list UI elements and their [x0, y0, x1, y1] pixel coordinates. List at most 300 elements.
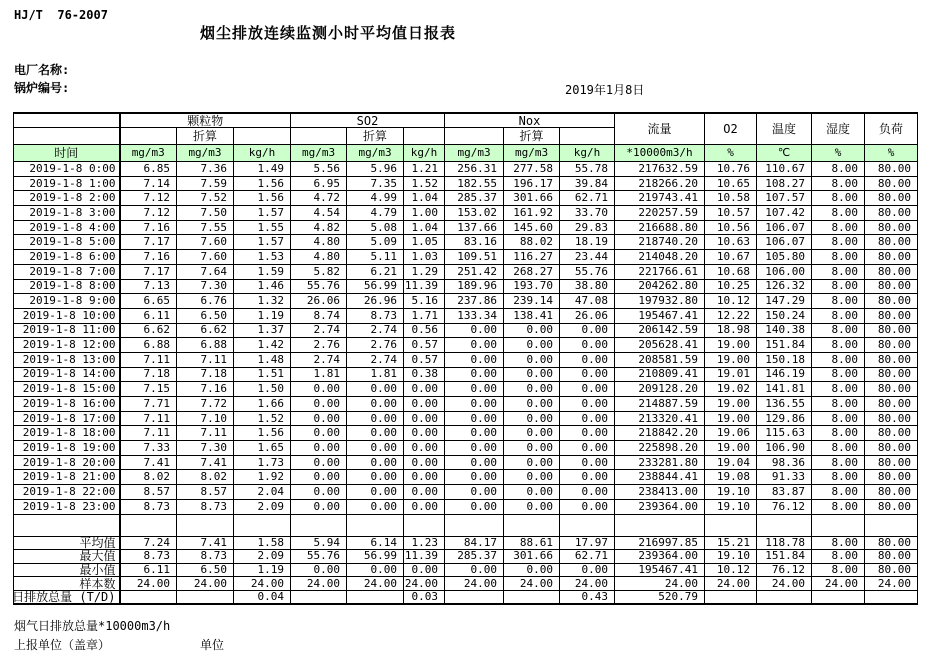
- value-cell: 1.49: [234, 162, 291, 177]
- value-cell: 91.33: [757, 470, 812, 485]
- value-cell: 8.73: [120, 499, 177, 514]
- value-cell: 0.00: [404, 499, 445, 514]
- blank-cell: [120, 128, 177, 145]
- summary-body: [14, 536, 918, 604]
- value-cell: 6.50: [177, 308, 234, 323]
- value-cell: 1.59: [234, 264, 291, 279]
- summary-value-cell: 6.11: [120, 563, 177, 577]
- value-cell: 80.00: [865, 250, 918, 265]
- value-cell: 8.00: [812, 191, 865, 206]
- hour-row: [14, 485, 918, 500]
- summary-value-cell: 6.14: [347, 536, 404, 550]
- value-cell: 106.07: [757, 220, 812, 235]
- value-cell: 129.86: [757, 411, 812, 426]
- value-cell: 6.11: [120, 308, 177, 323]
- value-cell: 7.71: [120, 397, 177, 412]
- value-cell: 1.52: [404, 176, 445, 191]
- value-cell: 8.00: [812, 250, 865, 265]
- unit-label: 单位: [200, 638, 225, 652]
- hour-row: [14, 220, 918, 235]
- summary-value-cell: 15.21: [705, 536, 757, 550]
- value-cell: 8.00: [812, 323, 865, 338]
- value-cell: 1.52: [234, 411, 291, 426]
- summary-value-cell: 195467.41: [615, 563, 705, 577]
- value-cell: 0.00: [560, 352, 615, 367]
- blank-cell: [812, 514, 865, 536]
- value-cell: 1.56: [234, 191, 291, 206]
- nox-group-header: Nox: [445, 113, 615, 128]
- value-cell: 0.00: [504, 338, 560, 353]
- value-cell: 1.04: [404, 220, 445, 235]
- hour-row: [14, 176, 918, 191]
- value-cell: 0.00: [445, 338, 504, 353]
- value-cell: 197932.80: [615, 294, 705, 309]
- value-cell: 0.00: [347, 426, 404, 441]
- value-cell: 1.55: [234, 220, 291, 235]
- report-date: 2019年1月8日: [565, 83, 645, 97]
- value-cell: 1.46: [234, 279, 291, 294]
- value-cell: 0.57: [404, 338, 445, 353]
- value-cell: 0.00: [291, 411, 347, 426]
- summary-value-cell: 24.00: [234, 577, 291, 591]
- value-cell: 39.84: [560, 176, 615, 191]
- hour-row: [14, 264, 918, 279]
- value-cell: 8.00: [812, 294, 865, 309]
- value-cell: 0.00: [445, 352, 504, 367]
- value-cell: 8.00: [812, 176, 865, 191]
- summary-label: 日排放总量 (T/D): [14, 590, 120, 604]
- value-cell: 220257.59: [615, 206, 705, 221]
- value-cell: 1.48: [234, 352, 291, 367]
- value-cell: 0.00: [291, 382, 347, 397]
- value-cell: 7.35: [347, 176, 404, 191]
- value-cell: 19.08: [705, 470, 757, 485]
- time-cell: 2019-1-8 16:00: [14, 397, 120, 412]
- summary-value-cell: 80.00: [865, 563, 918, 577]
- value-cell: 8.73: [347, 308, 404, 323]
- hour-row: [14, 308, 918, 323]
- value-cell: 80.00: [865, 367, 918, 382]
- value-cell: 238844.41: [615, 470, 705, 485]
- value-cell: 7.10: [177, 411, 234, 426]
- summary-value-cell: 24.00: [120, 577, 177, 591]
- blank-cell: [404, 514, 445, 536]
- value-cell: 19.10: [705, 485, 757, 500]
- value-cell: 55.76: [560, 264, 615, 279]
- time-cell: 2019-1-8 12:00: [14, 338, 120, 353]
- value-cell: 204262.80: [615, 279, 705, 294]
- blank-cell: [705, 514, 757, 536]
- blank-cell: [560, 514, 615, 536]
- summary-value-cell: 88.61: [504, 536, 560, 550]
- value-cell: 8.00: [812, 455, 865, 470]
- report-unit-label: 上报单位（盖章）: [14, 638, 111, 652]
- value-cell: 26.96: [347, 294, 404, 309]
- value-cell: 12.22: [705, 308, 757, 323]
- value-cell: 238413.00: [615, 485, 705, 500]
- value-cell: 0.00: [291, 441, 347, 456]
- value-cell: 7.11: [120, 426, 177, 441]
- value-cell: 0.00: [560, 382, 615, 397]
- flue-gas-total-note: 烟气日排放总量*10000m3/h: [14, 619, 171, 633]
- time-cell: 2019-1-8 1:00: [14, 176, 120, 191]
- value-cell: 55.76: [291, 279, 347, 294]
- blank-cell: [865, 514, 918, 536]
- time-cell: 2019-1-8 8:00: [14, 279, 120, 294]
- blank-cell: [177, 514, 234, 536]
- value-cell: 10.68: [705, 264, 757, 279]
- value-cell: 106.90: [757, 441, 812, 456]
- value-cell: 7.59: [177, 176, 234, 191]
- value-cell: 7.30: [177, 279, 234, 294]
- value-cell: 151.84: [757, 338, 812, 353]
- value-cell: 0.00: [504, 499, 560, 514]
- value-cell: 8.00: [812, 352, 865, 367]
- value-cell: 2.09: [234, 499, 291, 514]
- value-cell: 6.21: [347, 264, 404, 279]
- value-cell: 8.00: [812, 382, 865, 397]
- value-cell: 4.80: [291, 235, 347, 250]
- value-cell: 0.00: [504, 426, 560, 441]
- value-cell: 8.00: [812, 235, 865, 250]
- time-cell: 2019-1-8 6:00: [14, 250, 120, 265]
- value-cell: 1.32: [234, 294, 291, 309]
- value-cell: 7.11: [177, 352, 234, 367]
- value-cell: 80.00: [865, 485, 918, 500]
- value-cell: 10.57: [705, 206, 757, 221]
- value-cell: 1.19: [234, 308, 291, 323]
- value-cell: 8.00: [812, 264, 865, 279]
- summary-row: [14, 577, 918, 591]
- summary-label: 样本数: [14, 577, 120, 591]
- value-cell: 116.27: [504, 250, 560, 265]
- summary-row: [14, 550, 918, 564]
- value-cell: 0.38: [404, 367, 445, 382]
- time-cell: 2019-1-8 22:00: [14, 485, 120, 500]
- value-cell: 19.00: [705, 352, 757, 367]
- value-cell: 8.00: [812, 220, 865, 235]
- time-cell: 2019-1-8 18:00: [14, 426, 120, 441]
- time-cell: 2019-1-8 5:00: [14, 235, 120, 250]
- value-cell: 108.27: [757, 176, 812, 191]
- value-cell: 0.00: [291, 426, 347, 441]
- value-cell: 62.71: [560, 191, 615, 206]
- value-cell: 33.70: [560, 206, 615, 221]
- summary-value-cell: [120, 590, 177, 604]
- summary-value-cell: [812, 590, 865, 604]
- value-cell: 106.00: [757, 264, 812, 279]
- value-cell: 80.00: [865, 338, 918, 353]
- summary-value-cell: 24.00: [445, 577, 504, 591]
- value-cell: 8.00: [812, 485, 865, 500]
- value-cell: 1.92: [234, 470, 291, 485]
- summary-value-cell: 24.00: [177, 577, 234, 591]
- summary-row: [14, 590, 918, 604]
- value-cell: 0.00: [347, 397, 404, 412]
- value-cell: 7.60: [177, 235, 234, 250]
- blank-cell: [234, 514, 291, 536]
- value-cell: 301.66: [504, 191, 560, 206]
- corner-blank-cell: [14, 128, 120, 145]
- value-cell: 7.17: [120, 235, 177, 250]
- hour-row: [14, 338, 918, 353]
- value-cell: 83.87: [757, 485, 812, 500]
- value-cell: 8.00: [812, 338, 865, 353]
- value-cell: 209128.20: [615, 382, 705, 397]
- value-cell: 210809.41: [615, 367, 705, 382]
- blank-cell: [445, 128, 504, 145]
- value-cell: 8.00: [812, 426, 865, 441]
- summary-value-cell: 0.00: [504, 563, 560, 577]
- summary-value-cell: 11.39: [404, 550, 445, 564]
- hour-row: [14, 206, 918, 221]
- value-cell: 7.41: [120, 455, 177, 470]
- value-cell: 5.08: [347, 220, 404, 235]
- value-cell: 7.30: [177, 441, 234, 456]
- unit-cell: mg/m3: [120, 145, 177, 162]
- value-cell: 0.00: [560, 470, 615, 485]
- value-cell: 8.74: [291, 308, 347, 323]
- hour-row: [14, 382, 918, 397]
- value-cell: 1.37: [234, 323, 291, 338]
- value-cell: 0.00: [504, 367, 560, 382]
- value-cell: 4.82: [291, 220, 347, 235]
- value-cell: 1.05: [404, 235, 445, 250]
- summary-value-cell: [705, 590, 757, 604]
- summary-value-cell: 24.00: [560, 577, 615, 591]
- value-cell: 0.00: [404, 411, 445, 426]
- time-header: 时间: [14, 145, 120, 162]
- humidity-header: 湿度: [812, 113, 865, 145]
- value-cell: 0.00: [347, 485, 404, 500]
- summary-value-cell: 0.00: [404, 563, 445, 577]
- value-cell: 214887.59: [615, 397, 705, 412]
- value-cell: 0.00: [291, 455, 347, 470]
- value-cell: 80.00: [865, 352, 918, 367]
- value-cell: 189.96: [445, 279, 504, 294]
- value-cell: 1.53: [234, 250, 291, 265]
- summary-value-cell: 0.00: [445, 563, 504, 577]
- value-cell: 18.19: [560, 235, 615, 250]
- value-cell: 138.41: [504, 308, 560, 323]
- value-cell: 0.00: [445, 485, 504, 500]
- value-cell: 0.00: [404, 426, 445, 441]
- value-cell: 0.56: [404, 323, 445, 338]
- value-cell: 7.15: [120, 382, 177, 397]
- value-cell: 6.76: [177, 294, 234, 309]
- value-cell: 7.12: [120, 191, 177, 206]
- summary-value-cell: 520.79: [615, 590, 705, 604]
- value-cell: 146.19: [757, 367, 812, 382]
- value-cell: 6.62: [177, 323, 234, 338]
- hour-row: [14, 323, 918, 338]
- summary-value-cell: 76.12: [757, 563, 812, 577]
- value-cell: 0.00: [560, 411, 615, 426]
- value-cell: 80.00: [865, 264, 918, 279]
- value-cell: 80.00: [865, 426, 918, 441]
- value-cell: 137.66: [445, 220, 504, 235]
- value-cell: 256.31: [445, 162, 504, 177]
- value-cell: 2.74: [347, 352, 404, 367]
- value-cell: 205628.41: [615, 338, 705, 353]
- pm-group-header: 颗粒物: [120, 113, 291, 128]
- o2-header: O2: [705, 113, 757, 145]
- value-cell: 1.29: [404, 264, 445, 279]
- load-header: 负荷: [865, 113, 918, 145]
- value-cell: 19.10: [705, 499, 757, 514]
- value-cell: 107.57: [757, 191, 812, 206]
- value-cell: 0.00: [445, 367, 504, 382]
- time-cell: 2019-1-8 3:00: [14, 206, 120, 221]
- hour-row: [14, 352, 918, 367]
- value-cell: 1.56: [234, 176, 291, 191]
- value-cell: 0.00: [560, 441, 615, 456]
- hour-row: [14, 162, 918, 177]
- so2-group-header: SO2: [291, 113, 445, 128]
- value-cell: 105.80: [757, 250, 812, 265]
- value-cell: 1.73: [234, 455, 291, 470]
- value-cell: 0.00: [404, 470, 445, 485]
- value-cell: 7.11: [177, 426, 234, 441]
- value-cell: 18.98: [705, 323, 757, 338]
- value-cell: 136.55: [757, 397, 812, 412]
- hour-row: [14, 235, 918, 250]
- value-cell: 10.67: [705, 250, 757, 265]
- value-cell: 55.78: [560, 162, 615, 177]
- hour-row: [14, 441, 918, 456]
- value-cell: 80.00: [865, 499, 918, 514]
- value-cell: 7.11: [120, 411, 177, 426]
- value-cell: 19.06: [705, 426, 757, 441]
- value-cell: 219743.41: [615, 191, 705, 206]
- value-cell: 214048.20: [615, 250, 705, 265]
- value-cell: 1.57: [234, 206, 291, 221]
- value-cell: 0.00: [347, 441, 404, 456]
- value-cell: 80.00: [865, 441, 918, 456]
- value-cell: 80.00: [865, 397, 918, 412]
- hour-row: [14, 367, 918, 382]
- value-cell: 80.00: [865, 176, 918, 191]
- time-cell: 2019-1-8 23:00: [14, 499, 120, 514]
- value-cell: 7.12: [120, 206, 177, 221]
- value-cell: 1.04: [404, 191, 445, 206]
- value-cell: 10.25: [705, 279, 757, 294]
- value-cell: 0.00: [445, 470, 504, 485]
- time-cell: 2019-1-8 9:00: [14, 294, 120, 309]
- value-cell: 10.76: [705, 162, 757, 177]
- so2-converted-header: 折算: [347, 128, 404, 145]
- value-cell: 4.80: [291, 250, 347, 265]
- value-cell: 7.72: [177, 397, 234, 412]
- value-cell: 5.16: [404, 294, 445, 309]
- summary-value-cell: 2.09: [234, 550, 291, 564]
- hourly-data-body: [14, 162, 918, 537]
- value-cell: 216688.80: [615, 220, 705, 235]
- blank-cell: [757, 514, 812, 536]
- unit-cell: %: [705, 145, 757, 162]
- value-cell: 6.88: [177, 338, 234, 353]
- value-cell: 5.96: [347, 162, 404, 177]
- value-cell: 0.00: [504, 470, 560, 485]
- value-cell: 8.00: [812, 411, 865, 426]
- value-cell: 80.00: [865, 294, 918, 309]
- value-cell: 0.00: [504, 485, 560, 500]
- hour-row: [14, 470, 918, 485]
- value-cell: 8.73: [177, 499, 234, 514]
- value-cell: 8.00: [812, 470, 865, 485]
- value-cell: 0.00: [560, 397, 615, 412]
- summary-value-cell: 1.23: [404, 536, 445, 550]
- value-cell: 1.50: [234, 382, 291, 397]
- units-header-row: [14, 145, 918, 162]
- summary-row: [14, 536, 918, 550]
- summary-value-cell: 80.00: [865, 550, 918, 564]
- value-cell: 1.03: [404, 250, 445, 265]
- summary-value-cell: 17.97: [560, 536, 615, 550]
- value-cell: 8.00: [812, 162, 865, 177]
- blank-cell: [291, 128, 347, 145]
- value-cell: 153.02: [445, 206, 504, 221]
- value-cell: 196.17: [504, 176, 560, 191]
- value-cell: 0.00: [445, 426, 504, 441]
- value-cell: 206142.59: [615, 323, 705, 338]
- value-cell: 141.81: [757, 382, 812, 397]
- unit-cell: kg/h: [234, 145, 291, 162]
- summary-value-cell: 5.94: [291, 536, 347, 550]
- summary-value-cell: 7.41: [177, 536, 234, 550]
- value-cell: 237.86: [445, 294, 504, 309]
- value-cell: 106.07: [757, 235, 812, 250]
- summary-value-cell: 24.00: [404, 577, 445, 591]
- value-cell: 19.00: [705, 338, 757, 353]
- value-cell: 0.00: [560, 323, 615, 338]
- value-cell: 76.12: [757, 499, 812, 514]
- value-cell: 6.62: [120, 323, 177, 338]
- value-cell: 8.02: [120, 470, 177, 485]
- spacer-row: [14, 514, 918, 536]
- value-cell: 0.00: [504, 382, 560, 397]
- value-cell: 147.29: [757, 294, 812, 309]
- value-cell: 7.16: [120, 250, 177, 265]
- value-cell: 0.00: [291, 485, 347, 500]
- value-cell: 110.67: [757, 162, 812, 177]
- summary-value-cell: 8.00: [812, 563, 865, 577]
- summary-value-cell: 8.73: [120, 550, 177, 564]
- value-cell: 0.00: [504, 323, 560, 338]
- value-cell: 8.00: [812, 499, 865, 514]
- value-cell: 195467.41: [615, 308, 705, 323]
- value-cell: 0.00: [560, 367, 615, 382]
- unit-cell: ℃: [757, 145, 812, 162]
- summary-value-cell: 24.00: [757, 577, 812, 591]
- value-cell: 11.39: [404, 279, 445, 294]
- summary-value-cell: 62.71: [560, 550, 615, 564]
- value-cell: 19.00: [705, 411, 757, 426]
- value-cell: 98.36: [757, 455, 812, 470]
- value-cell: 0.00: [347, 499, 404, 514]
- value-cell: 161.92: [504, 206, 560, 221]
- summary-value-cell: [757, 590, 812, 604]
- value-cell: 80.00: [865, 191, 918, 206]
- value-cell: 0.00: [347, 382, 404, 397]
- summary-label: 最小值: [14, 563, 120, 577]
- value-cell: 7.50: [177, 206, 234, 221]
- value-cell: 8.00: [812, 441, 865, 456]
- summary-value-cell: 1.19: [234, 563, 291, 577]
- value-cell: 150.24: [757, 308, 812, 323]
- value-cell: 7.60: [177, 250, 234, 265]
- value-cell: 8.02: [177, 470, 234, 485]
